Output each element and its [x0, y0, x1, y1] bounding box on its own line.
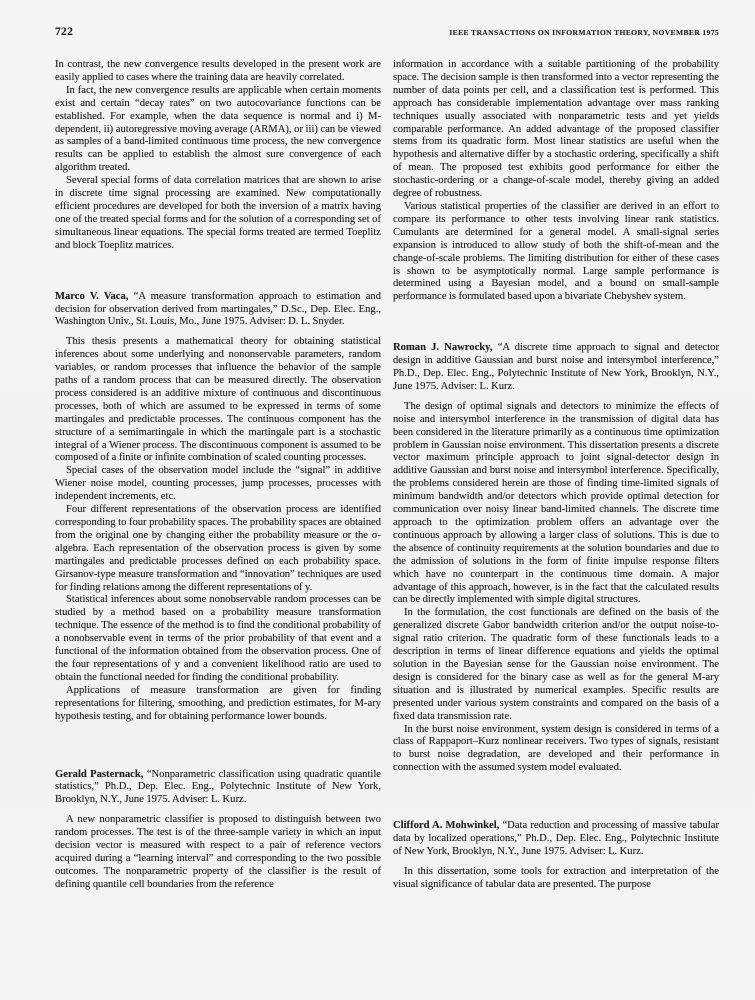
- continued-paragraph: In contrast, the new convergence results developed in the present work are easily applied to cases where the training data are heavily correlated.: [55, 59, 381, 83]
- two-column-body: [55, 59, 719, 892]
- abstract-paragraph: Special cases of the observation model include the “signal” in additive Wiener noise model, counting processes, jump processes, processes with independent increments, etc.: [55, 465, 381, 503]
- column-left: [55, 59, 381, 892]
- abstract-paragraph: A new nonparametric classifier is proposed to distinguish between two random processes. The test is of the three-sample variety in which an input decision vector is measured with respect to a pair of reference vectors acquired during a “learning interval” and corresponding to the two possible outcomes. The nonparametric property of the classifier is the result of defining quantile cell boundaries from the reference: [55, 814, 381, 890]
- abstract-paragraph: In the formulation, the cost functionals are defined on the basis of the generalized discrete Gabor bandwidth criterion and/or the output noise-to-signal ratio criterion. The quadratic form of these functionals leads to a description in terms of linear difference equations and yields the optimal solution in the Bayesian sense for the Gaussian noise environment. The design is considered for the binary case as well as for the general M-ary situation and is illustrated by numerical examples. Specific results are presented under various system constraints and compared on the basis of a fixed data transmission rate.: [393, 607, 719, 722]
- body-paragraph: Various statistical properties of the classifier are derived in an effort to compare its performance to other tests involving linear rank statistics. Cumulants are determined for a general model. A small-signal series expansion is introduced to allow study of both the shift-of-mean and the change-of-scale problems. The limiting distribution for either of these cases is shown to be asymptotically normal. Large sample performance is determined using a Bayesian model, and a bound on small-sample performance is formulated based upon a bivariate Chebyshev system.: [393, 200, 719, 303]
- page-number: 722: [55, 26, 74, 38]
- body-paragraph: Several special forms of data correlation matrices that are shown to arise in discrete time signal processing are examined. New computationally efficient procedures are developed for both the inversion of a matrix having one of the treated special forms and for the solution of a corresponding set of simultaneous linear equations. The special forms treated are termed Toeplitz and block Toeplitz matrices.: [55, 175, 381, 251]
- abstract-paragraph: This thesis presents a mathematical theory for obtaining statistical inferences about some underlying and nononservable parameters, random variables, or random processes that influence the behavior of the sample paths of a random process that can be measured directly. The observation process considered is an additive mixture of continuous and discontinuous processes, both of which are assumed to be expressed in terms of some martingales and predictable processes. The continuous component has the structure of a semimartingale in which the martingale part is a stochastic integral of a Wiener process. The discontinuous component is assumed to be composed of a finite or infinite combination of scaled counting processes.: [55, 336, 381, 464]
- thesis-author-name: Roman J. Nawrocky,: [393, 342, 493, 354]
- thesis-title-details: “Nonparametric classification using quadratic quantile statistics,” Ph.D., Dep. Elec. Eng., Polytechnic Institute of New York, Brooklyn, N.Y., June 1975. Adviser: L. Kurz.: [55, 768, 381, 806]
- thesis-entry-nawrocky: [393, 342, 719, 394]
- thesis-author-name: Gerald Pasternack,: [55, 768, 144, 780]
- page-content: [55, 26, 719, 892]
- continued-paragraph: information in accordance with a suitable partitioning of the probability space. The decision sample is then transformed into a vector representing the number of data points per cell, and a classification test is performed. This approach has considerable implementation advantage over mass ranking techniques usually associated with nonparametric tests and yet yields comparable performance. An added advantage of the proposed classifier stems from its quadratic form. Most linear statistics are useful when the hypothesis and alternative differ by a stochastic ordering, specifically a shift of mean. The proposed test exhibits good performance for either the stochastic-ordering or a change-of-scale model, thereby giving an added degree of robustness.: [393, 59, 719, 200]
- thesis-author-name: Marco V. Vaca,: [55, 290, 129, 302]
- thesis-entry-mohwinkel: [393, 820, 719, 859]
- abstract-paragraph: Applications of measure transformation are given for finding representations for filtering, smoothing, and prediction estimates, for M-ary hypothesis testing, and for obtaining performance lower bounds.: [55, 684, 381, 722]
- thesis-entry-pasternack: [55, 769, 381, 808]
- running-header: [55, 26, 719, 38]
- abstract-paragraph: In this dissertation, some tools for extraction and interpretation of the visual significance of tabular data are presented. The purpose: [393, 865, 719, 890]
- journal-running-head: IEEE TRANSACTIONS ON INFORMATION THEORY, NOVEMBER 1975: [449, 28, 719, 37]
- thesis-entry-vaca: [55, 291, 381, 330]
- thesis-title-details: “A measure transformation approach to estimation and decision for observation derived from martingales,” D.Sc., Dep. Elec. Eng., Washington Univ., St. Louis, Mo., June 1975. Adviser: D. L. Snyder.: [55, 290, 382, 328]
- column-right: [393, 59, 719, 892]
- thesis-title-details: “A discrete time approach to signal and detector design in additive Gaussian and burst noise and intersymbol interference,” Ph.D., Dep. Elec. Eng., Polytechnic Institute of New York, Brooklyn, N.Y., June 1975. Adviser: L. Kurz.: [393, 342, 719, 392]
- thesis-title-details: “Data reduction and processing of massive tabular data by localized operations,” Ph.D., Dep. Elec. Eng., Polytechnic Institute of New York, Brooklyn, N.Y., June 1975. Adviser: L. Kurz.: [393, 820, 719, 857]
- thesis-author-name: Clifford A. Mohwinkel,: [393, 820, 500, 832]
- abstract-paragraph: The design of optimal signals and detectors to minimize the effects of noise and intersymbol interference in the transmission of digital data has been considered in the literature primarily as a continuous time optimization problem in Gaussian noise environment. This dissertation presents a discrete vector maximum principle approach to joint signal-detector design in additive Gaussian and burst noise and intersymbol interference. Specifically, the problems considered herein are those of finding time-limited signals of minimum bandwidth and/or detectors which provide optimal detection for communication over noisy linear band-limited channels. The discrete time approach to the optimization problem offers an advantage over the continuous approach by allowing a larger class of solutions. This is due to the absence of continuity requirements at the solution boundaries and due to the admission of solutions in the form of finite impulse response filters which have no counterpart in the continuous time domain. A major advantage of this approach, however, is in the fact that the calculated results can be directly implemented with simple digital structures.: [393, 400, 719, 606]
- abstract-paragraph: In the burst noise environment, system design is considered in terms of a class of Rappaport–Kurz nonlinear receivers. Two types of signals, resistant to burst noise degradation, are developed and their performance in connection with the assumed system model evaluated.: [393, 723, 719, 774]
- abstract-paragraph: Four different representations of the observation process are identified corresponding to four probability spaces. The probability spaces are obtained from the original one by changing either the probability measure or the σ-algebra. Each representation of the observation process is given by some martingales and predictable processes defined on each probability space. Girsanov-type measure transformation and “innovation” techniques are used for finding relations among the different representations of y.: [55, 504, 381, 593]
- abstract-paragraph: Statistical inferences about some nonobservable random processes can be studied by a method based on a probability measure transformation technique. The essence of the method is to find the conditional probability of a nonobservable event in terms of the prior probability of that event and a functional of the information obtained from the observation process. One of the four representations of y and a convenient likelihood ratio are used to obtain the functional needed for finding the conditional probability.: [55, 594, 381, 683]
- body-paragraph: In fact, the new convergence results are applicable when certain moments exist and certain “decay rates” on two autocovariance functions can be established. For example, when the data sequence is normal and i) M-dependent, ii) autoregressive moving average (ARMA), or iii) can be viewed as samples of a band-limited continuous time process, the new convergence results can be applied to establish the almost sure convergence of each algorithm treated.: [55, 84, 381, 174]
